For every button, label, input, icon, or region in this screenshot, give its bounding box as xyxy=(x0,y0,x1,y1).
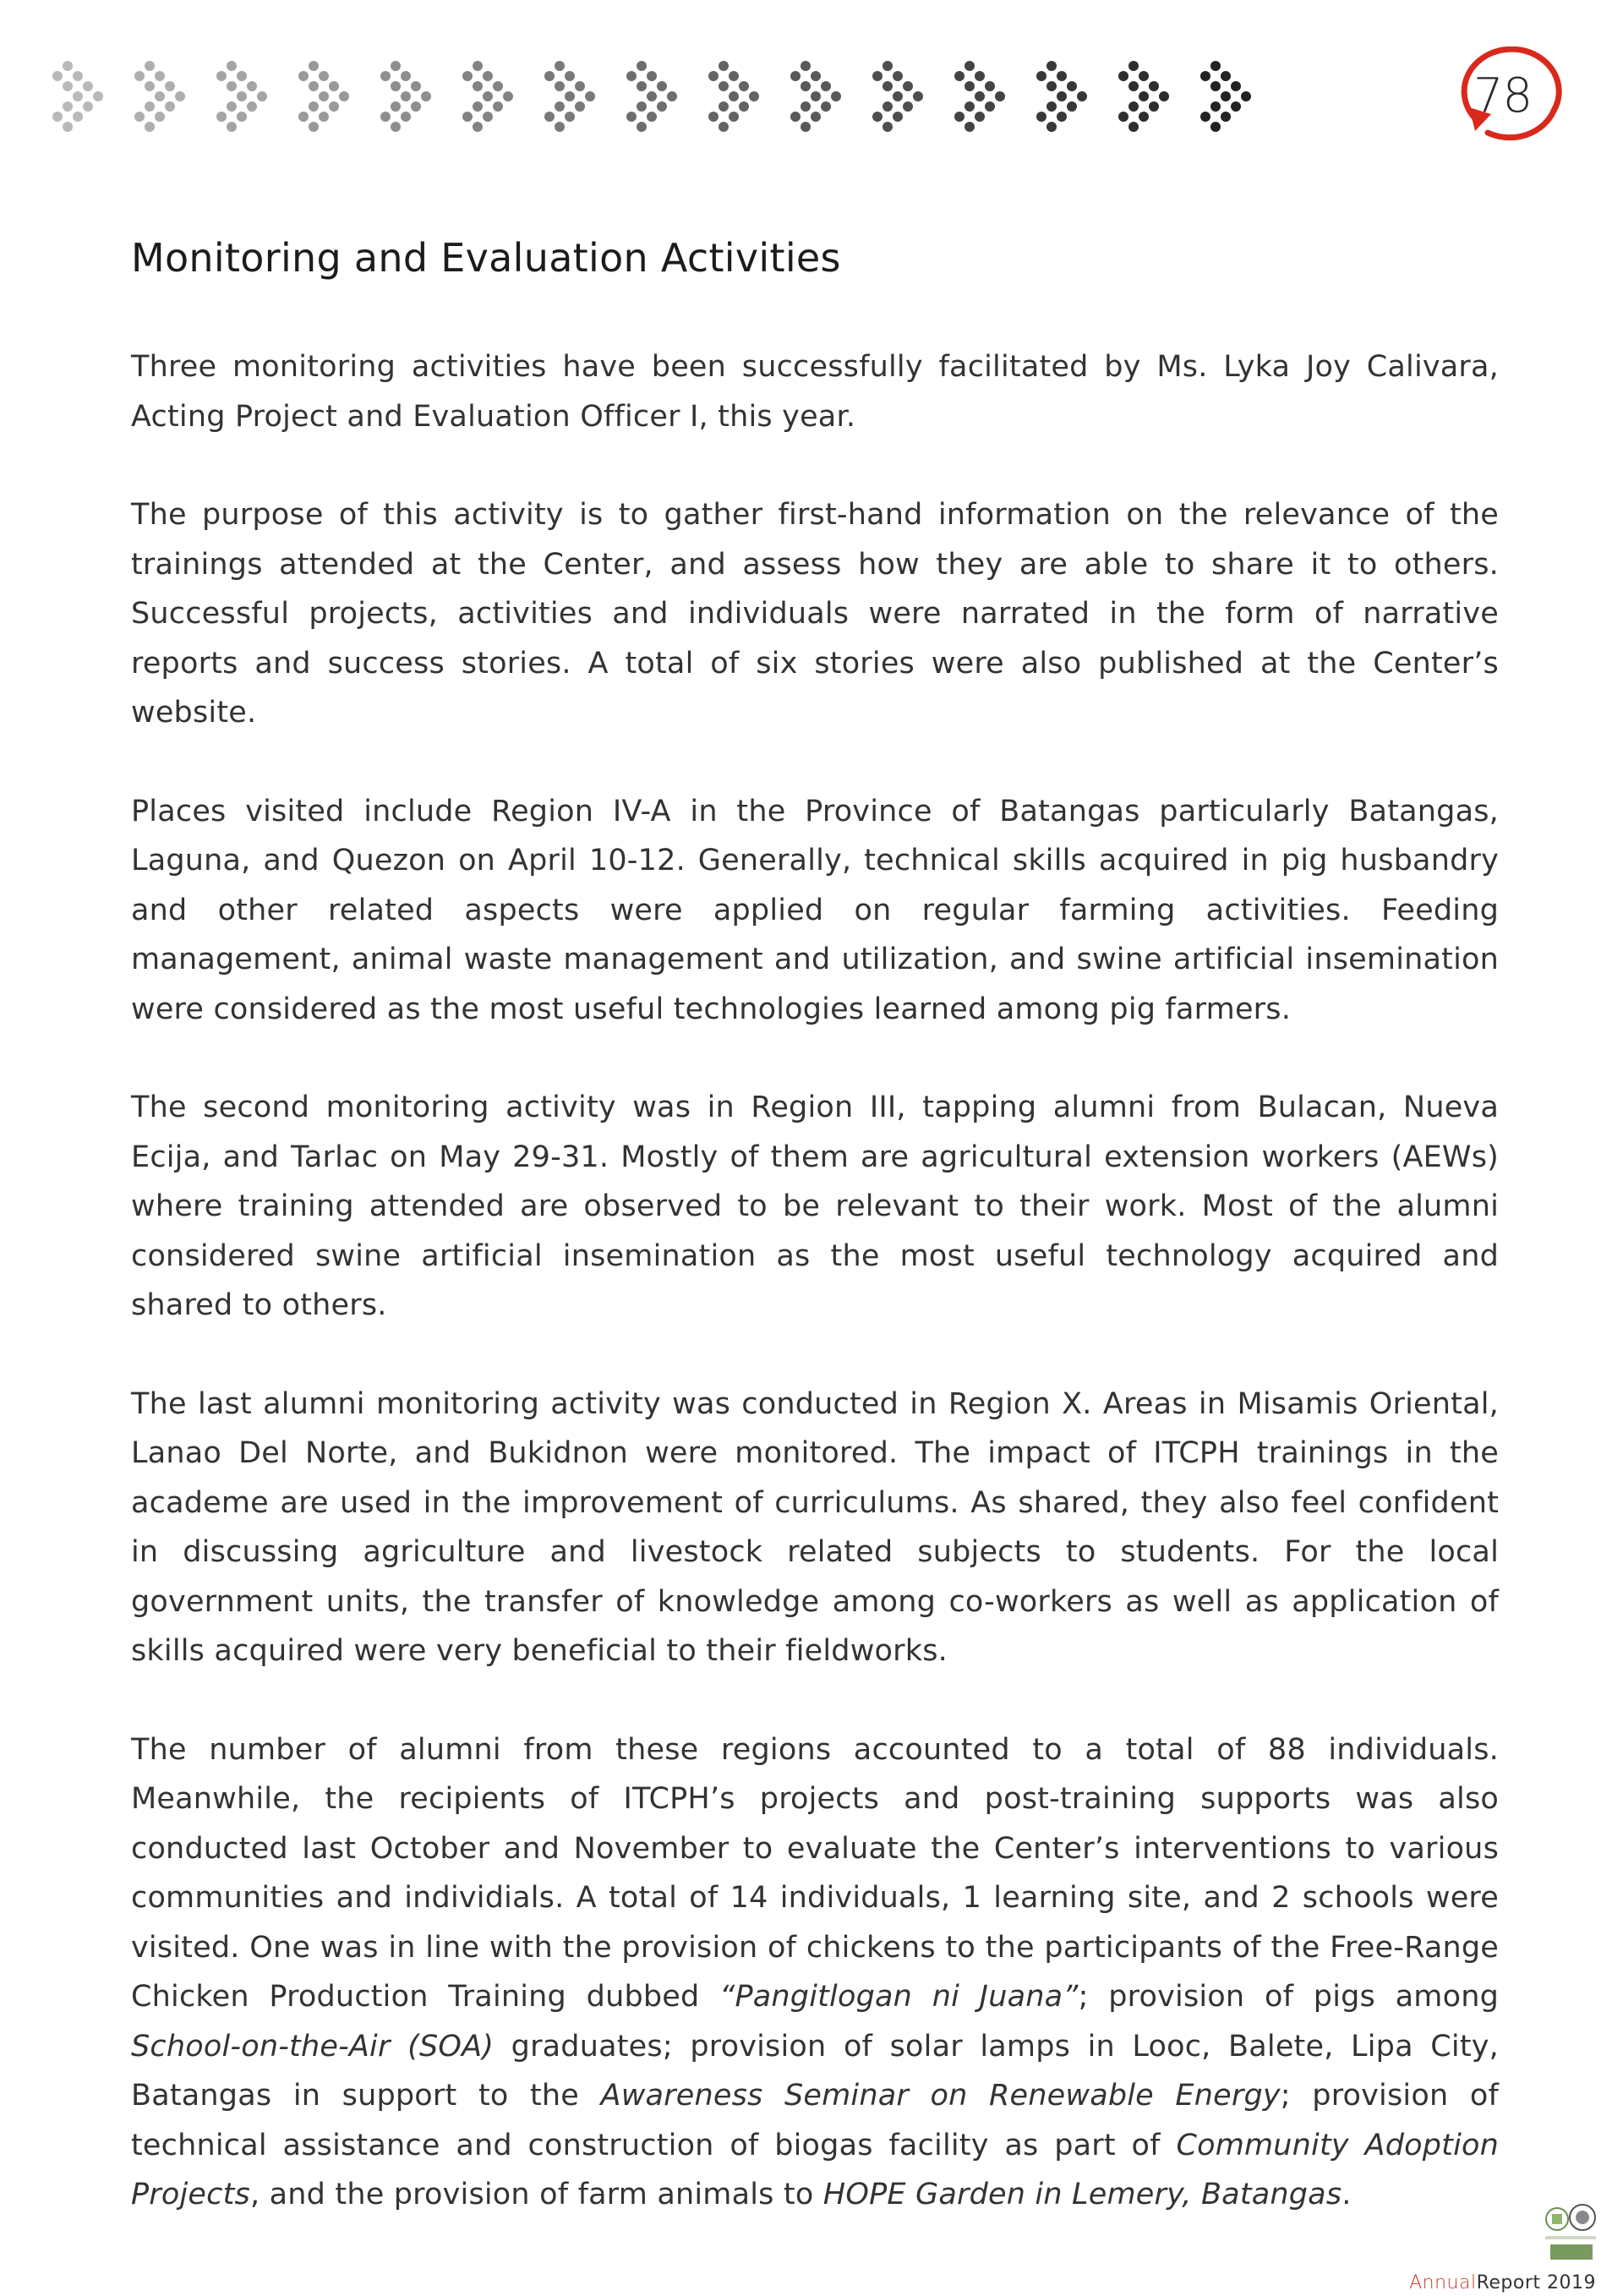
chevron-arrow-decoration xyxy=(42,59,1310,135)
paragraph xyxy=(131,342,1499,441)
page-number-badge xyxy=(1437,46,1568,152)
text-segment: . xyxy=(1342,2178,1352,2211)
body-text xyxy=(131,342,1499,2269)
italic-text: “Pangitlogan ni Juana” xyxy=(719,1980,1079,2014)
text-segment: The purpose of this activity is to gather first-hand information on the relevance of the trainings attended at the Center, and assess how they are able to share it to others. Successful projects, activities and individuals were narrated in the form of narrative reports and success stories. A total of six stories were also published at the Center’s website. xyxy=(131,498,1499,730)
text-segment: Three monitoring activities have been successfully facilitated by Ms. Lyka Joy Calivara, Acting Project and Evaluation Officer I, this year. xyxy=(131,350,1499,434)
organization-logo xyxy=(1540,2202,1601,2263)
footer-report: Report xyxy=(1476,2272,1541,2293)
paragraph xyxy=(131,787,1499,1035)
text-segment: ; provision of technical assistance and construction of biogas facility as part of xyxy=(131,2079,1499,2162)
italic-text: Community Adoption Projects xyxy=(131,2128,1499,2211)
paragraph xyxy=(131,1380,1499,1676)
paragraph xyxy=(131,490,1499,738)
footer-year: 2019 xyxy=(1547,2272,1596,2293)
text-segment: The number of alumni from these regions accounted to a total of 88 individuals. Meanwhile, the recipients of ITCPH’s projects and post-training supports was also conducted last October and November to evaluate the Center’s interventions to various communities and individials. A total of 14 individuals, 1 learning site, and 2 schools were visited. One was in line with the provision of chickens to the participants of the Free-Range Chicken Production Training dubbed xyxy=(131,1732,1499,2014)
text-segment: The last alumni monitoring activity was conducted in Region X. Areas in Misamis Oriental, Lanao Del Norte, and Bukidnon were monitored. The impact of ITCPH trainings in the academe are used in the improvement of curriculums. As shared, they also feel confident in discussing agriculture and livestock related subjects to students. For the local government units, the transfer of knowledge among co-workers as well as application of skills acquired were very beneficial to their fieldworks. xyxy=(131,1386,1499,1668)
page-number: 78 xyxy=(1473,68,1533,123)
annual-report-label xyxy=(1409,2272,1596,2293)
italic-text: HOPE Garden in Lemery, Batangas xyxy=(822,2178,1342,2211)
text-segment: graduates; provision of solar lamps in Looc, Balete, Lipa City, Batangas in support to the xyxy=(131,2029,1499,2113)
italic-text: School-on-the-Air (SOA) xyxy=(131,2029,495,2064)
paragraph xyxy=(131,1725,1499,2220)
text-segment: ; provision of pigs among xyxy=(1078,1980,1499,2014)
text-segment: , and the provision of farm animals to xyxy=(249,2178,823,2211)
text-segment: The second monitoring activity was in Region III, tapping alumni from Bulacan, Nueva Ecija, and Tarlac on May 29-31. Mostly of them are agricultural extension workers (AEWs) where training attended are observed to be relevant to their work. Most of the alumni considered swine artificial insemination as the most useful technology acquired and shared to others. xyxy=(131,1091,1499,1322)
footer-annual: Annual xyxy=(1409,2272,1477,2293)
text-segment: Places visited include Region IV-A in the Province of Batangas particularly Batangas, Laguna, and Quezon on April 10-12. Generally, technical skills acquired in pig husbandry and other related aspects were applied on regular farming activities. Feeding management, animal waste management and utilization, and swine artificial insemination were considered as the most useful technologies learned among pig farmers. xyxy=(131,794,1499,1026)
paragraph xyxy=(131,1083,1499,1331)
page-title: Monitoring and Evaluation Activities xyxy=(131,235,841,281)
italic-text: Awareness Seminar on Renewable Energy xyxy=(600,2079,1281,2113)
